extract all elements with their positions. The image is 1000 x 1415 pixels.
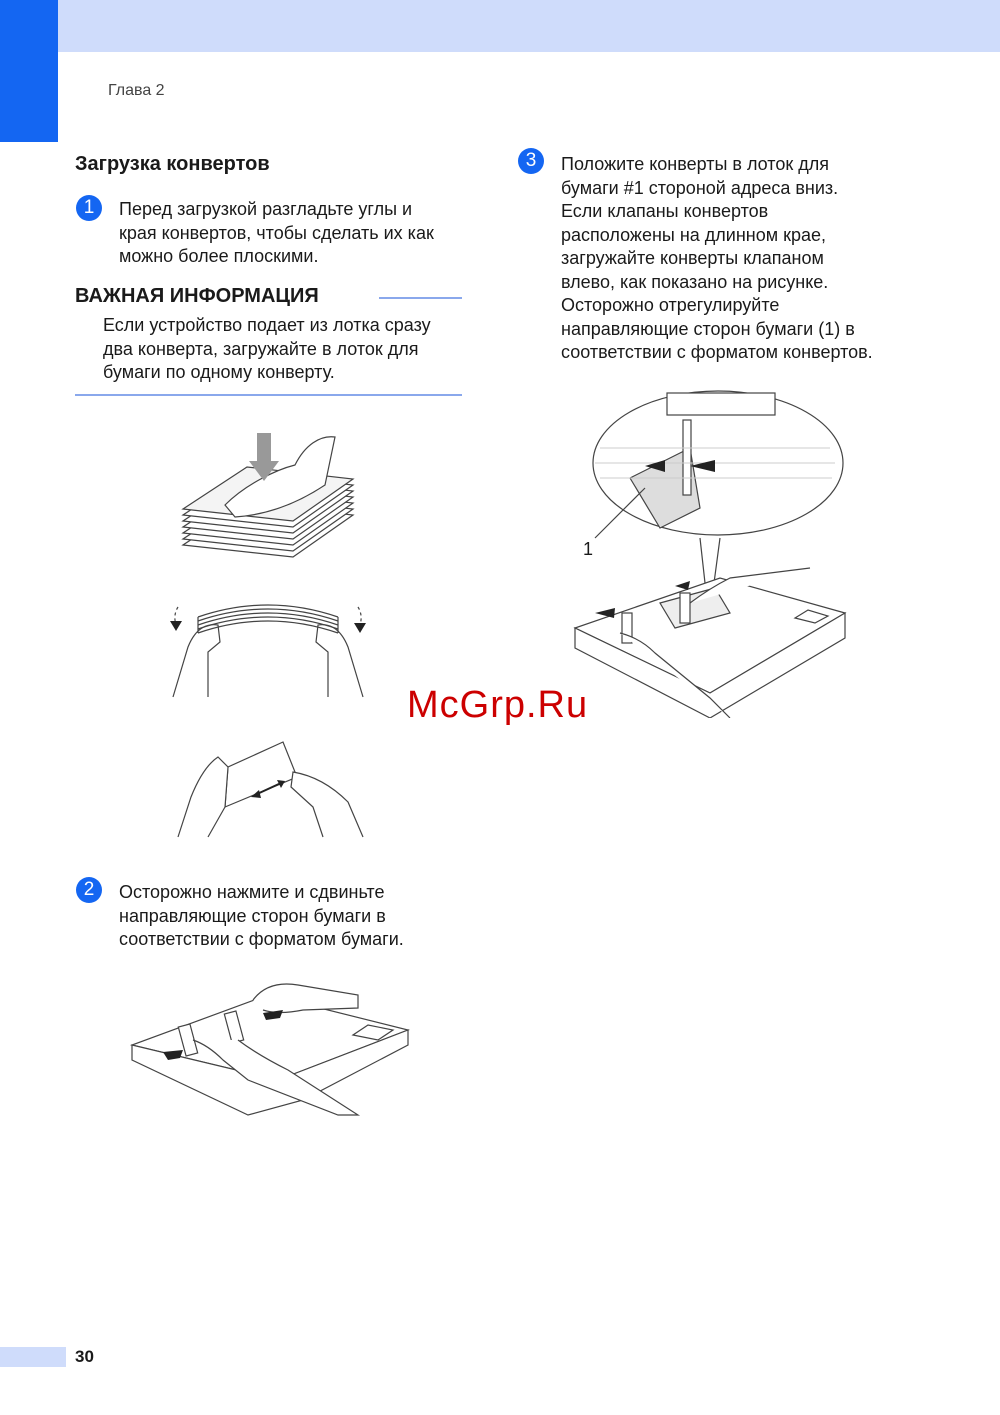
envelope-stack-illustration (175, 425, 365, 565)
step-2-marker: 2 (76, 877, 102, 903)
step-3-line: Если клапаны конвертов (561, 201, 769, 221)
step-3-line: направляющие сторон бумаги (1) в (561, 318, 855, 339)
important-text (103, 314, 431, 385)
flatten-envelope-illustration (173, 737, 373, 842)
step-3-line: Осторожно отрегулируйте (561, 295, 780, 315)
chapter-tab (0, 0, 58, 142)
step-1-line: Перед загрузкой разгладьте углы и (119, 199, 413, 219)
chapter-label: Глава 2 (108, 82, 165, 99)
important-line: Если устройство подает из лотка сразу (103, 315, 431, 335)
step-3-line: влево, как показано на рисунке. (561, 271, 829, 292)
step-2-text (119, 881, 404, 952)
step-2-line: направляющие сторон бумаги в (119, 905, 386, 926)
step-2-line: Осторожно нажмите и сдвиньте (119, 882, 385, 902)
envelope-tray-illustration (570, 388, 850, 718)
important-title: ВАЖНАЯ ИНФОРМАЦИЯ (75, 285, 319, 307)
step-1-text (119, 198, 434, 269)
step-1-line: можно более плоскими. (119, 246, 319, 266)
important-line: бумаги по одному конверту. (103, 362, 335, 382)
step-2-line: соответствии с форматом бумаги. (119, 929, 404, 949)
step-3-marker: 3 (518, 148, 544, 174)
step-3-line: Положите конверты в лоток для (561, 154, 829, 174)
paper-tray-guides-illustration (128, 970, 413, 1120)
header-band (0, 0, 1000, 52)
bend-envelopes-illustration (168, 597, 368, 702)
step-3-line: бумаги #1 стороной адреса вниз. (561, 177, 839, 198)
step-3-line: загружайте конверты клапаном (561, 248, 824, 268)
step-3-line: соответствии с форматом конвертов. (561, 342, 873, 362)
step-1-line: края конвертов, чтобы сделать их как (119, 222, 434, 243)
page-number: 30 (75, 1347, 94, 1366)
important-line: два конверта, загружайте в лоток для (103, 338, 419, 359)
guide-callout-label: 1 (583, 539, 594, 559)
step-3-line: расположены на длинном крае, (561, 224, 827, 245)
important-top-rule (379, 297, 462, 299)
step-1-marker: 1 (76, 195, 102, 221)
footer-band (0, 1347, 66, 1367)
section-title: Загрузка конвертов (75, 153, 270, 175)
step-3-text (561, 153, 873, 365)
important-bottom-rule (75, 394, 462, 396)
watermark: McGrp.Ru (407, 684, 589, 726)
